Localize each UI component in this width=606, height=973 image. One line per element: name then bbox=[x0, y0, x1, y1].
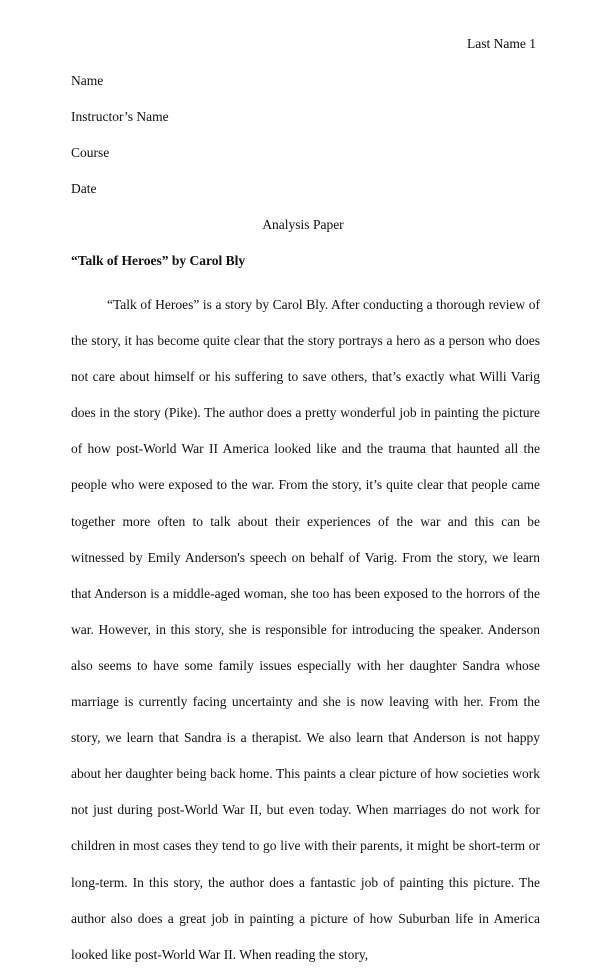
paper-title: Analysis Paper bbox=[262, 217, 344, 232]
date-line: Date bbox=[71, 181, 97, 196]
instructor-name: Instructor’s Name bbox=[71, 109, 169, 124]
running-head: Last Name 1 bbox=[467, 36, 536, 51]
body-paragraph: “Talk of Heroes” is a story by Carol Bly. After conducting a thorough review of the story, it has become quite clear that the story portrays a hero as a person who does not care about himself or his suffering to save others, that’s exactly what Willi Varig does in the story (Pike). The author does a pretty wonderful job in painting the picture of how post-World War II America looked like and the trauma that haunted all the people who were exposed to the war. From the story, it’s quite clear that people came together more often to talk about their experiences of the war and this can be witnessed by Emily Anderson's speech on behalf of Varig. From the story, we learn that Anderson is a middle-aged woman, she too has been exposed to the horrors of the war. However, in this story, she is responsible for introducing the speaker. Anderson also seems to have some family issues especially with her daughter Sandra whose marriage is currently facing uncertainty and she is now leaving with her. From the story, we learn that Sandra is a therapist. We also learn that Anderson is not happy about her daughter being back home. This paints a clear picture of how societies work not just during post-World War II, but even today. When marriages do not work for children in most cases they tend to go live with their parents, it might be short-term or long-term. In this story, the author does a fantastic job of painting this picture. The author also does a great job in painting a picture of how Suburban life in America looked like post-World War II. When reading the story, bbox=[71, 297, 540, 962]
section-heading: “Talk of Heroes” by Carol Bly bbox=[71, 253, 246, 268]
student-name: Name bbox=[71, 73, 104, 88]
course-name: Course bbox=[71, 145, 110, 160]
